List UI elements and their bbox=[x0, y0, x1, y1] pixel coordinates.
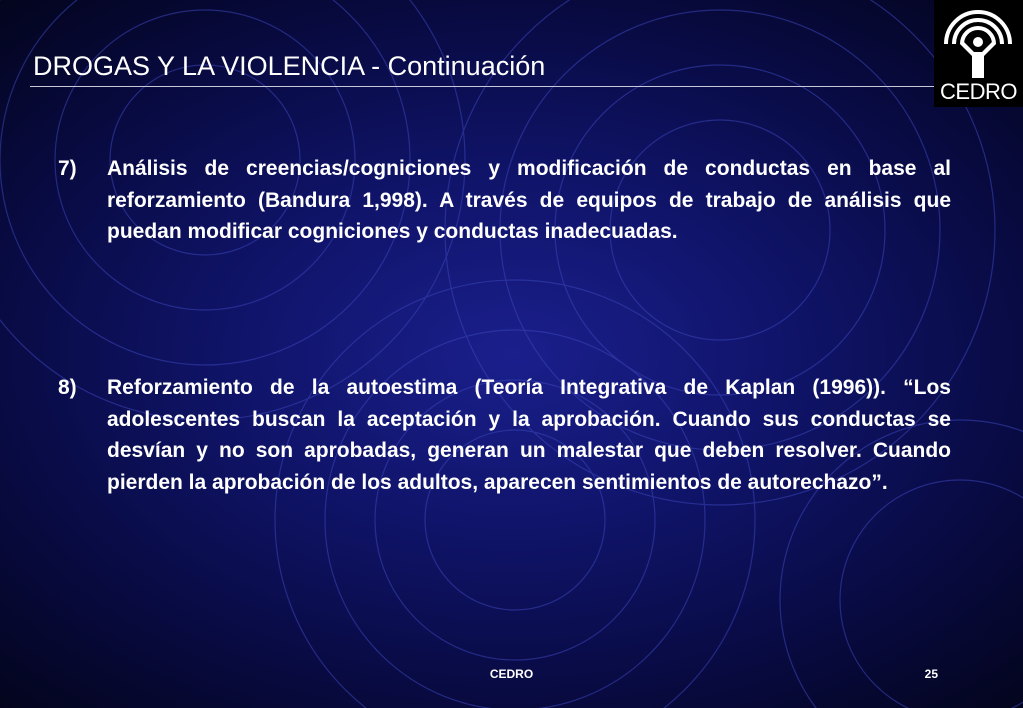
list-item-text: Reforzamiento de la autoestima (Teoría Integrativa de Kaplan (1996)). “Los adolescentes buscan la aceptación y la aprobación. Cuando sus conductas se desvían y no son aprobadas, generan un malestar que deben resolver. Cuando pierden la aprobación de los adultos, aparecen sentimientos de autorechazo”. bbox=[107, 376, 951, 494]
page-number: 25 bbox=[924, 667, 938, 681]
slide-title: DROGAS Y LA VIOLENCIA - Continuación bbox=[33, 51, 546, 81]
cedro-logo bbox=[934, 0, 1023, 107]
list-item-text: Análisis de creencias/cogniciones y modificación de conductas en base al reforzamiento (Bandura 1,998). A través de equipos de trabajo de análisis que puedan modificar cogniciones y conductas inadecuadas. bbox=[107, 157, 951, 243]
title-underline bbox=[30, 86, 935, 87]
list-item bbox=[58, 153, 951, 248]
cedro-logo-icon bbox=[934, 0, 1023, 80]
list-item bbox=[58, 372, 951, 498]
footer-label: CEDRO bbox=[489, 667, 534, 681]
list-item-number: 7) bbox=[58, 157, 77, 180]
list-item-number: 8) bbox=[58, 376, 77, 399]
cedro-logo-text: CEDRO bbox=[940, 79, 1017, 104]
